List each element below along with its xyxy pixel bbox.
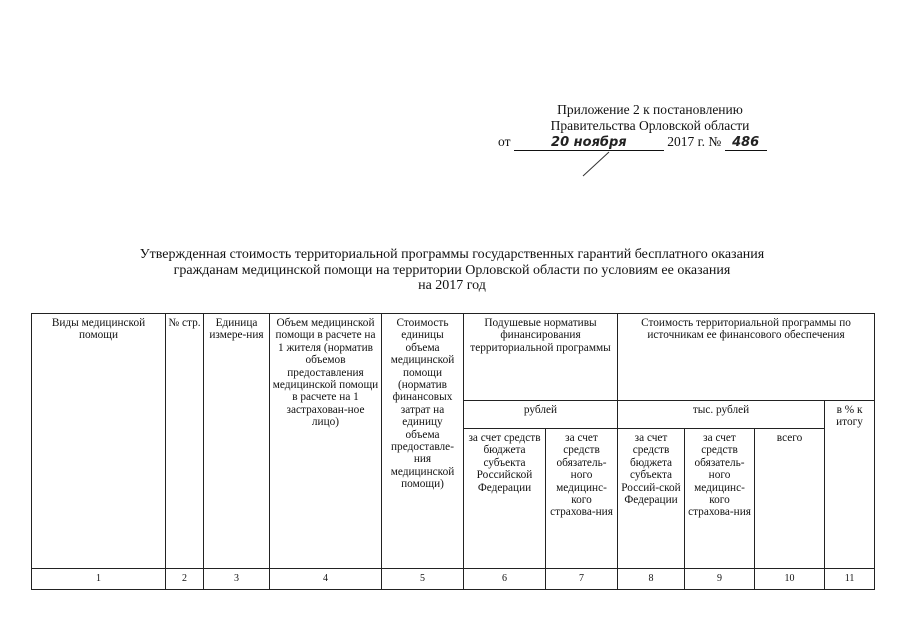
column-number: 2 bbox=[166, 569, 204, 590]
header-unit-cost: Стоимость единицы объема медицинской помощи (норматив финансовых затрат на единицу объема предоставле-ния медицинской помощи) bbox=[382, 314, 464, 569]
handwritten-date: 20 ноября bbox=[514, 136, 664, 151]
pen-stroke-mark bbox=[581, 150, 611, 178]
header-oms-total: за счет средств обязатель-ного медицинс-кого страхова-ния bbox=[685, 429, 755, 569]
appendix-header bbox=[490, 102, 810, 151]
column-number: 1 bbox=[32, 569, 166, 590]
header-budget-total: за счет средств бюджета субъекта Россий-ской Федерации bbox=[618, 429, 685, 569]
header-kind-of-care: Виды медицинской помощи bbox=[32, 314, 166, 569]
column-number: 8 bbox=[618, 569, 685, 590]
header-volume: Объем медицинской помощи в расчете на 1 жителя (норматив объемов предоставления медицинской помощи в расчете на 1 застрахован-ное лицо) bbox=[270, 314, 382, 569]
column-number: 11 bbox=[825, 569, 875, 590]
appendix-line-3 bbox=[490, 134, 810, 151]
header-per-capita-group: Подушевые нормативы финансирования территориальной программы bbox=[464, 314, 618, 401]
title-line-2: гражданам медицинской помощи на территории Орловской области по условиям ее оказания bbox=[173, 262, 731, 278]
header-oms-per-capita: за счет средств обязатель-ного медицинс-кого страхова-ния bbox=[546, 429, 618, 569]
column-number-row bbox=[32, 569, 875, 590]
header-thousand-rubles: тыс. рублей bbox=[618, 401, 825, 429]
header-all-total: всего bbox=[755, 429, 825, 569]
year-and-number-label: 2017 г. № bbox=[667, 134, 722, 149]
column-number: 3 bbox=[204, 569, 270, 590]
column-number: 10 bbox=[755, 569, 825, 590]
date-prefix: от bbox=[498, 134, 511, 149]
column-number: 7 bbox=[546, 569, 618, 590]
title-line-1: Утвержденная стоимость территориальной программы государственных гарантий бесплатного оказания bbox=[139, 247, 765, 262]
header-row-number: № стр. bbox=[166, 314, 204, 569]
header-percent: в % к итогу bbox=[825, 401, 875, 569]
column-number: 5 bbox=[382, 569, 464, 590]
column-number: 6 bbox=[464, 569, 546, 590]
header-sources-group: Стоимость территориальной программы по источникам ее финансового обеспечения bbox=[618, 314, 875, 401]
document-title bbox=[96, 247, 808, 294]
column-number: 4 bbox=[270, 569, 382, 590]
header-rubles: рублей bbox=[464, 401, 618, 429]
handwritten-number: 486 bbox=[725, 136, 767, 151]
cost-table bbox=[31, 313, 875, 590]
appendix-line-2: Правительства Орловской области bbox=[550, 118, 750, 133]
header-unit: Единица измере-ния bbox=[204, 314, 270, 569]
title-line-3: на 2017 год bbox=[418, 278, 486, 293]
appendix-line-1: Приложение 2 к постановлению bbox=[557, 102, 743, 117]
column-number: 9 bbox=[685, 569, 755, 590]
header-budget-per-capita: за счет средств бюджета субъекта Российской Федерации bbox=[464, 429, 546, 569]
